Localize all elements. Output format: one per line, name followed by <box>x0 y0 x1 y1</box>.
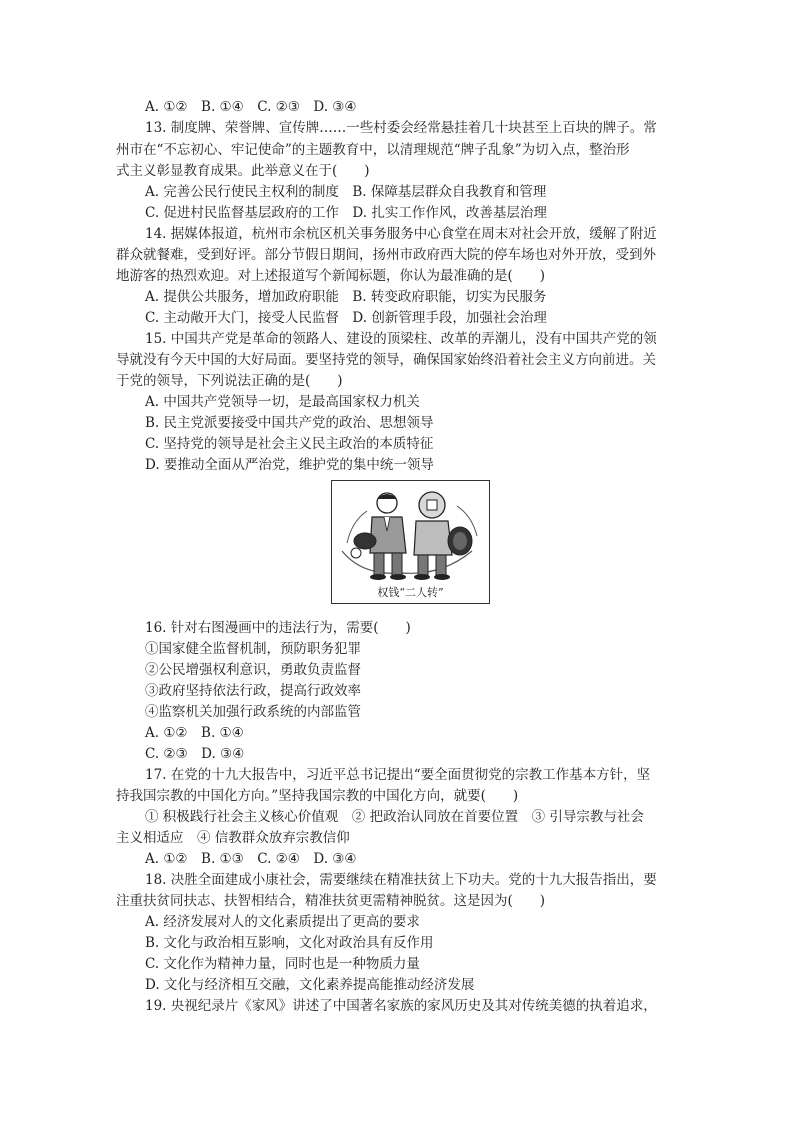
q17-statements-line-1: ① 积极践行社会主义核心价值观 ② 把政治认同放在首要位置 ③ 引导宗教与社会 <box>145 809 644 825</box>
q14-stem-line-2: 群众就餐难，受到好评。部分节假日期间，扬州市政府西大院的停车场也对外开放，受到外 <box>116 247 656 263</box>
q15-option-a: A. 中国共产党领导一切，是最高国家权力机关 <box>145 394 420 410</box>
q18-option-a: A. 经济发展对人的文化素质提出了更高的要求 <box>145 914 420 930</box>
q15-option-b: B. 民主党派要接受中国共产党的政治、思想领导 <box>145 415 434 431</box>
cartoon-illustration <box>332 481 489 585</box>
q16-statement-4: ④监察机关加强行政系统的内部监管 <box>145 704 361 720</box>
q14-stem-line-1: 14. 据媒体报道，杭州市余杭区机关事务服务中心食堂在周末对社会开放，缓解了附近 <box>145 226 657 242</box>
q15-stem-line-2: 导就没有今天中国的大好局面。要坚持党的领导，确保国家始终沿着社会主义方向前进。关 <box>116 352 656 368</box>
q17-stem-line-2: 持我国宗教的中国化方向。”坚持我国宗教的中国化方向，就要( ) <box>116 788 519 804</box>
q19-stem-line-1: 19. 央视纪录片《家风》讲述了中国著名家族的家风历史及其对传统美德的执着追求， <box>145 998 657 1014</box>
q17-statements-line-2: 主义相适应 ④ 信教群众放弃宗教信仰 <box>116 830 350 846</box>
q13-stem-line-2: 州市在“不忘初心、牢记使命”的主题教育中，以清理规范“牌子乱象”为切入点，整治形 <box>116 142 630 158</box>
q13-options-cd: C. 促进村民监督基层政府的工作 D. 扎实工作作风，改善基层治理 <box>145 205 547 221</box>
q16-options-ab: A. ①② B. ①④ <box>145 725 244 741</box>
q13-options-ab: A. 完善公民行使民主权利的制度 B. 保障基层群众自我教育和管理 <box>145 184 547 200</box>
q13-stem-line-3: 式主义彰显教育成果。此举意义在于( ) <box>116 163 370 179</box>
q14-options-ab: A. 提供公共服务，增加政府职能 B. 转变政府职能，切实为民服务 <box>145 289 547 305</box>
q13-stem-line-1: 13. 制度牌、荣誉牌、宣传牌……一些村委会经常悬挂着几十块甚至上百块的牌子。常 <box>145 120 657 136</box>
q16-statement-1: ①国家健全监督机制，预防职务犯罪 <box>145 641 361 657</box>
q14-stem-line-3: 地游客的热烈欢迎。对上述报道写个新闻标题，你认为最准确的是( ) <box>116 268 546 284</box>
q15-stem-line-3: 于党的领导，下列说法正确的是( ) <box>116 373 343 389</box>
cartoon-figure <box>331 480 490 604</box>
q17-options: A. ①② B. ①③ C. ②④ D. ③④ <box>145 851 357 867</box>
q18-option-d: D. 文化与经济相互交融，文化素养提高能推动经济发展 <box>145 977 475 993</box>
q18-option-c: C. 文化作为精神力量，同时也是一种物质力量 <box>145 956 420 972</box>
q16-options-cd: C. ②③ D. ③④ <box>145 746 245 762</box>
q18-stem-line-2: 注重扶贫同扶志、扶智相结合，精准扶贫更需精神脱贫。这是因为( ) <box>116 893 546 909</box>
q12-options: A. ①② B. ①④ C. ②③ D. ③④ <box>145 99 357 115</box>
q15-stem-line-1: 15. 中国共产党是革命的领路人、建设的顶梁柱、改革的弄潮儿，没有中国共产党的领 <box>145 331 657 347</box>
cartoon-caption: 权钱“二人转” <box>377 586 444 599</box>
q14-options-cd: C. 主动敞开大门，接受人民监督 D. 创新管理手段，加强社会治理 <box>145 310 547 326</box>
q18-option-b: B. 文化与政治相互影响，文化对政治具有反作用 <box>145 935 434 951</box>
q15-option-d: D. 要推动全面从严治党，维护党的集中统一领导 <box>145 457 434 473</box>
q18-stem-line-1: 18. 决胜全面建成小康社会，需要继续在精准扶贫上下功夫。党的十九大报告指出，要 <box>145 872 657 888</box>
q16-statement-2: ②公民增强权利意识，勇敢负责监督 <box>145 662 361 678</box>
q16-statement-3: ③政府坚持依法行政，提高行政效率 <box>145 683 361 699</box>
q17-stem-line-1: 17. 在党的十九大报告中，习近平总书记提出“要全面贯彻党的宗教工作基本方针，坚 <box>145 767 651 783</box>
q16-stem: 16. 针对右图漫画中的违法行为，需要( ) <box>145 620 411 636</box>
q15-option-c: C. 坚持党的领导是社会主义民主政治的本质特征 <box>145 436 434 452</box>
